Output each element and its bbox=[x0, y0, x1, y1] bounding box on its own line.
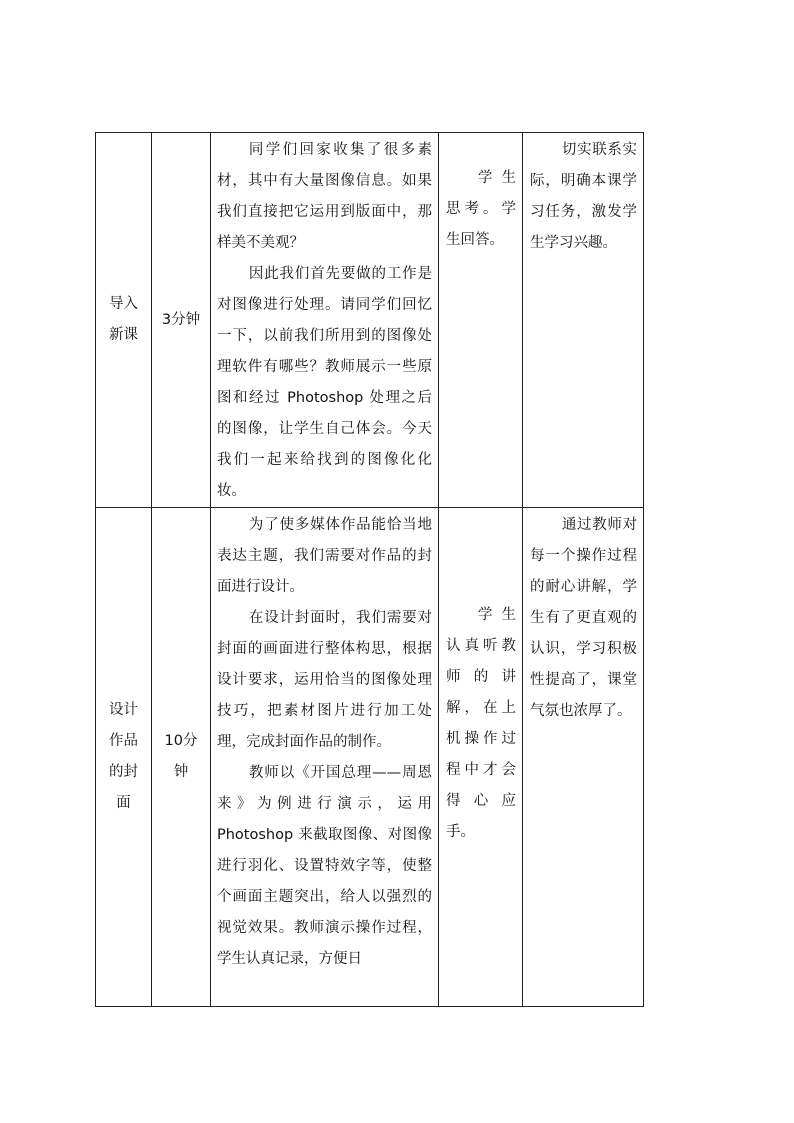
stage-label: 导入 bbox=[109, 296, 138, 312]
design-intent-text: 切实联系实际，明确本课学习任务，激发学生学习兴趣。 bbox=[530, 142, 637, 251]
design-intent-text: 通过教师对每一个操作过程的耐心讲解，学生有了更直观的认识，学习积极性提高了，课堂气氛也浓厚了。 bbox=[530, 517, 637, 719]
teacher-activity-paragraph: 同学们回家收集了很多素材，其中有大量图像信息。如果我们直接把它运用到版面中，那样美不美观？ bbox=[217, 142, 432, 251]
teacher-activity-cell bbox=[211, 508, 439, 1007]
student-activity-cell bbox=[439, 508, 523, 1007]
stage-label: 面 bbox=[116, 795, 131, 811]
teacher-activity-paragraph: 教师以《开国总理——周恩来》为例进行演示，运用 Photoshop 来截取图像、对图像进行羽化、设置特效字等，使整个画面主题突出，给人以强烈的视觉效果。教师演示操作过程，学生认真记录，方便日 bbox=[217, 765, 432, 967]
time-cell bbox=[152, 133, 211, 508]
table-row-cover-design bbox=[96, 508, 644, 1007]
teacher-activity-paragraph: 因此我们首先要做的工作是对图像进行处理。请同学们回忆一下，以前我们所用到的图像处理软件有哪些？教师展示一些原图和经过 Photoshop 处理之后的图像，让学生自己体会。今天我们一起来给找到的图像化化妆。 bbox=[217, 266, 432, 499]
teacher-activity-cell bbox=[211, 133, 439, 508]
time-label: 钟 bbox=[173, 764, 189, 780]
design-intent-cell bbox=[523, 133, 644, 508]
stage-label: 的封 bbox=[109, 764, 138, 780]
time-label: 3分钟 bbox=[161, 311, 201, 328]
student-activity-text: 学生思考。学生回答。 bbox=[446, 170, 516, 248]
time-cell bbox=[152, 508, 211, 1007]
lesson-plan-table bbox=[95, 132, 644, 1007]
time-label: 10分 bbox=[164, 733, 198, 749]
student-activity-cell bbox=[439, 133, 523, 508]
stage-cell bbox=[96, 133, 152, 508]
table-row-intro bbox=[96, 133, 644, 508]
teacher-activity-paragraph: 在设计封面时，我们需要对封面的画面进行整体构思，根据设计要求，运用恰当的图像处理技巧，把素材图片进行加工处理，完成封面作品的制作。 bbox=[217, 610, 432, 750]
stage-label: 设计 bbox=[109, 702, 138, 718]
teacher-activity-paragraph: 为了使多媒体作品能恰当地表达主题，我们需要对作品的封面进行设计。 bbox=[217, 517, 432, 595]
stage-label: 作品 bbox=[109, 733, 138, 749]
student-activity-text: 学生认真听教师的讲解，在上机操作过程中才会得心应手。 bbox=[446, 607, 516, 840]
stage-label: 新课 bbox=[109, 327, 138, 343]
stage-cell bbox=[96, 508, 152, 1007]
design-intent-cell bbox=[523, 508, 644, 1007]
